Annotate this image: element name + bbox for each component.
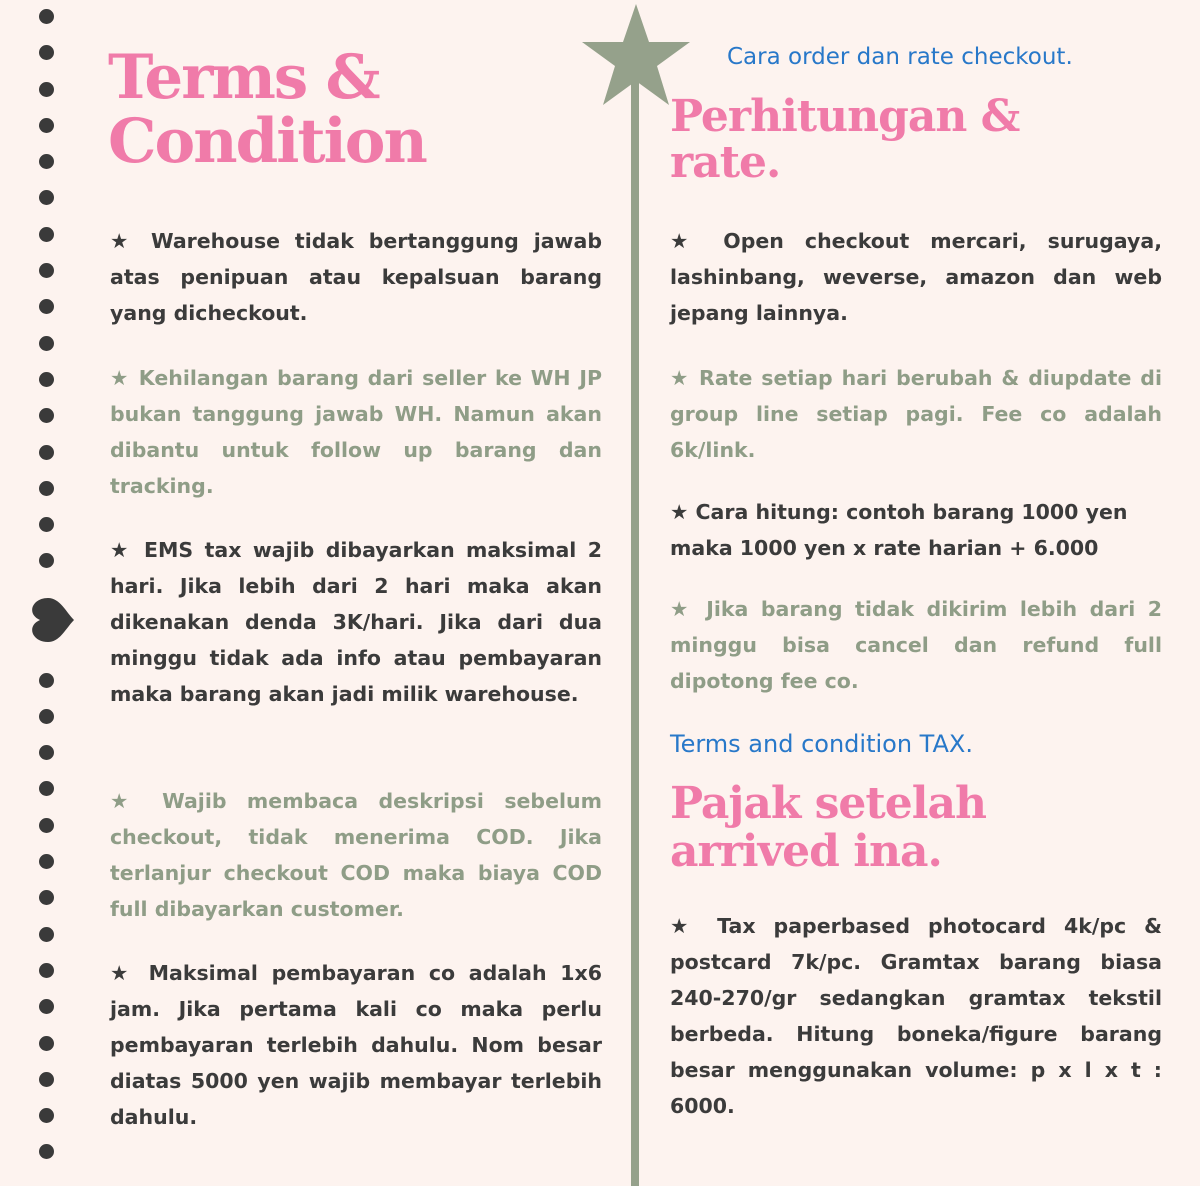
- binder-dot: [39, 854, 54, 869]
- binder-dot: [39, 336, 54, 351]
- tax-title: [670, 780, 986, 876]
- terms-item: ★ Wajib membaca deskripsi sebelum checkout, tidak menerima COD. Jika terlanjur checkout COD maka biaya COD full dibayarkan customer.: [110, 789, 602, 921]
- terms-item: ★ EMS tax wajib dibayarkan maksimal 2 hari. Jika lebih dari 2 hari maka akan dikenakan denda 3K/hari. Jika dari dua minggu tidak ada info atau pembayaran maka barang akan jadi milik warehouse.: [110, 538, 602, 706]
- tax-title-line1: Pajak setelah: [670, 778, 986, 829]
- terms-item: ★ Kehilangan barang dari seller ke WH JP bukan tanggung jawab WH. Namun akan dibantu untuk follow up barang dan tracking.: [110, 366, 602, 498]
- heart-icon: [22, 592, 74, 648]
- binder-dot: [39, 890, 54, 905]
- tax-subheading: Terms and condition TAX.: [670, 730, 973, 758]
- binder-dot: [39, 1036, 54, 1051]
- binder-dot: [39, 9, 54, 24]
- rate-title-line2: rate.: [670, 137, 781, 188]
- binder-dot: [39, 517, 54, 532]
- binder-dot: [39, 154, 54, 169]
- binder-dot: [39, 553, 54, 568]
- rate-title: [670, 91, 1020, 188]
- binder-dot: [39, 445, 54, 460]
- binder-dot: [39, 818, 54, 833]
- binder-dot: [39, 299, 54, 314]
- rate-item: ★ Jika barang tidak dikirim lebih dari 2 minggu bisa cancel dan refund full dipotong fee co.: [670, 597, 1162, 693]
- rate-item: ★ Cara hitung: contoh barang 1000 yen maka 1000 yen x rate harian + 6.000: [670, 500, 1128, 560]
- binder-dot: [39, 1072, 54, 1087]
- binder-dot: [39, 190, 54, 205]
- order-subheading: Cara order dan rate checkout.: [727, 44, 1073, 70]
- binder-dot: [39, 372, 54, 387]
- binder-dot: [39, 1108, 54, 1123]
- binder-dot: [39, 481, 54, 496]
- terms-item: ★ Maksimal pembayaran co adalah 1x6 jam. Jika pertama kali co maka perlu pembayaran terlebih dahulu. Nom besar diatas 5000 yen wajib membayar terlebih dahulu.: [110, 961, 602, 1129]
- binder-dot: [39, 927, 54, 942]
- binder-dot: [39, 1144, 54, 1159]
- binder-dot: [39, 745, 54, 760]
- rate-item: ★ Rate setiap hari berubah & diupdate di group line setiap pagi. Fee co adalah 6k/link.: [670, 366, 1162, 462]
- terms-title: [108, 42, 426, 177]
- binder-dot: [39, 227, 54, 242]
- terms-title-line2: Condition: [108, 106, 426, 177]
- binder-dot: [39, 709, 54, 724]
- terms-title-line1: Terms &: [108, 42, 379, 113]
- rate-title-line1: Perhitungan &: [670, 91, 1020, 142]
- binder-dot: [39, 673, 54, 688]
- terms-item: ★ Warehouse tidak bertanggung jawab atas penipuan atau kepalsuan barang yang dicheckout.: [110, 229, 602, 325]
- tax-item: ★ Tax paperbased photocard 4k/pc & postcard 7k/pc. Gramtax barang biasa 240-270/gr sedangkan gramtax tekstil berbeda. Hitung boneka/figure barang besar menggunakan volume: p x l x t : 6000.: [670, 914, 1162, 1118]
- binder-dot: [39, 45, 54, 60]
- binder-dot: [39, 82, 54, 97]
- binder-dot: [39, 999, 54, 1014]
- binder-dot: [39, 408, 54, 423]
- binder-dot: [39, 963, 54, 978]
- tax-title-line2: arrived ina.: [670, 826, 942, 877]
- binder-dot: [39, 781, 54, 796]
- binder-dot: [39, 263, 54, 278]
- center-divider: [631, 60, 639, 1186]
- rate-item: ★ Open checkout mercari, surugaya, lashinbang, weverse, amazon dan web jepang lainnya.: [670, 229, 1162, 325]
- binder-dot: [39, 118, 54, 133]
